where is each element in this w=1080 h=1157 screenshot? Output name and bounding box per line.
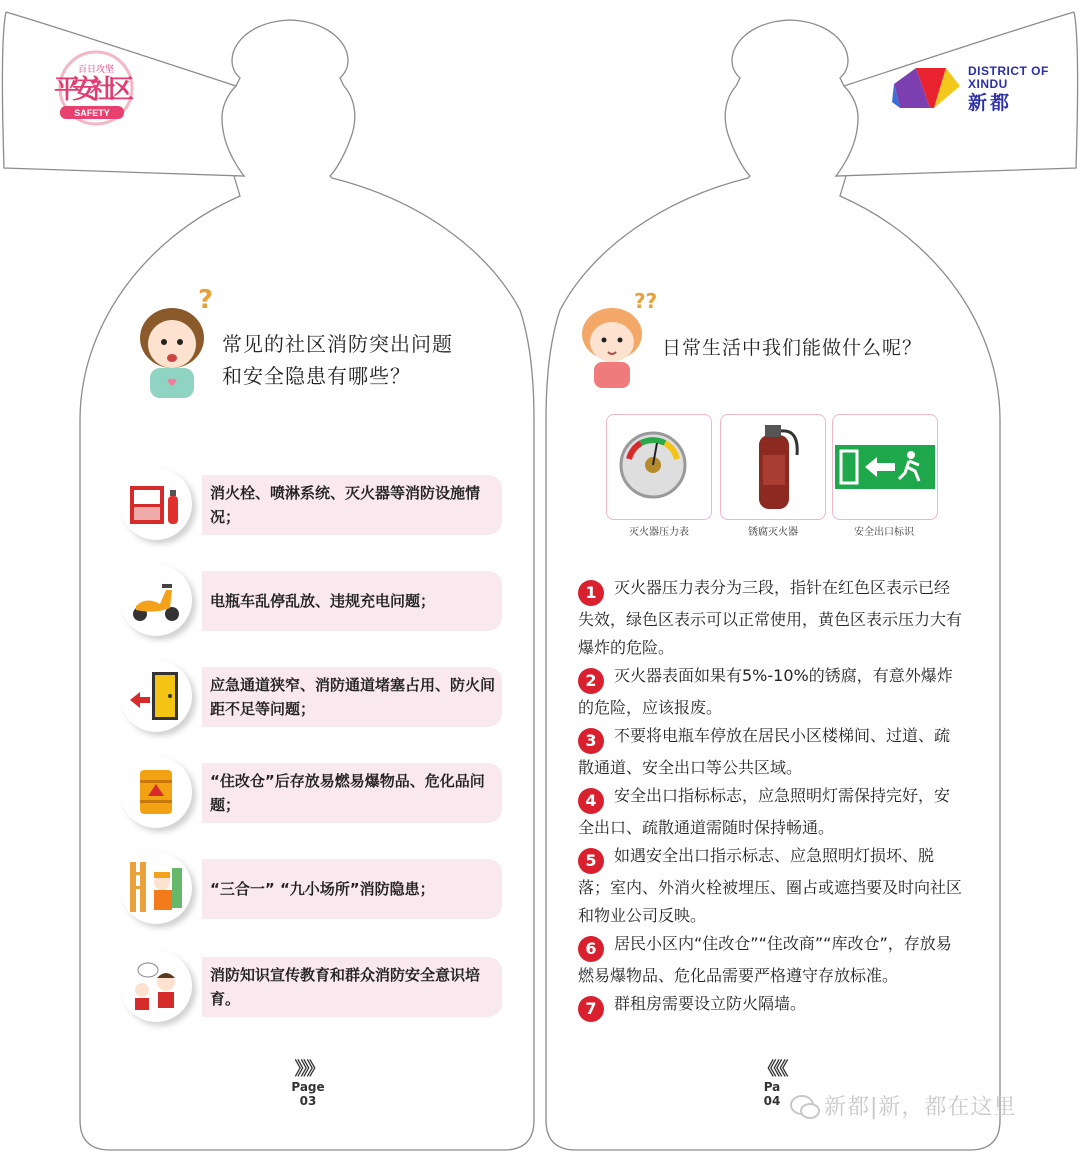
page-number: 03 — [299, 1094, 317, 1108]
logo-top-text: 百日攻坚 — [77, 65, 115, 75]
exit-sign-icon — [833, 415, 937, 519]
issue-text: 消防知识宣传教育和群众消防安全意识培育。 — [210, 966, 481, 1008]
photo-caption: 锈腐灭火器 — [748, 527, 798, 538]
left-heading — [222, 328, 512, 392]
issue-text: “三合一” “九小场所”消防隐患； — [210, 880, 435, 898]
next-arrow-icon: 》》》 — [294, 1059, 322, 1080]
issue-item — [120, 660, 505, 738]
tip-number-badge: 2 — [578, 668, 604, 694]
logo-line1: DISTRICT OF — [968, 64, 1049, 78]
photo-card — [832, 414, 938, 520]
page-label: Pa — [763, 1080, 781, 1094]
tip-text: 灭火器表面如果有5%-10%的锈腐，有意外爆炸的危险，应该报废。 — [578, 666, 953, 717]
tip-item — [578, 722, 962, 782]
page-label: Page — [291, 1080, 325, 1094]
pressure-gauge-icon — [607, 415, 711, 519]
tip-text: 群租房需要设立防火隔墙。 — [614, 994, 807, 1013]
issue-text: 消火栓、喷淋系统、灭火器等消防设施情况； — [210, 484, 481, 526]
photo-caption: 安全出口标识 — [854, 527, 914, 538]
issue-item — [120, 756, 505, 834]
tip-text: 居民小区内“住改仓”“住改商”“库改仓”，存放易燃易爆物品、危化品需要严格遵守存放标准。 — [578, 934, 952, 985]
page-indicator-left — [270, 1060, 346, 1108]
tips-list — [578, 574, 962, 1022]
issue-item — [120, 564, 505, 642]
logo-line2: XINDU — [968, 77, 1008, 91]
tip-item — [578, 782, 962, 842]
left-heading-line1: 常见的社区消防突出问题 — [222, 332, 453, 356]
tip-text: 如遇安全出口指示标志、应急照明灯损坏、脱落；室内、外消火栓被埋压、圈占或遮挡要及时向社区和物业公司反映。 — [578, 846, 963, 925]
tip-item — [578, 662, 962, 722]
logo-sub-text: SAFETY — [74, 108, 110, 118]
safety-community-logo — [50, 48, 142, 132]
logo-main-text: 平安社区 — [54, 75, 134, 105]
xindu-district-logo — [890, 62, 1060, 114]
issue-text: 电瓶车乱停乱放、违规充电问题； — [210, 592, 436, 610]
issue-item — [120, 852, 505, 930]
tip-item — [578, 990, 962, 1022]
tip-item — [578, 574, 962, 662]
tip-item — [578, 842, 962, 930]
issue-text: 应急通道狭窄、消防通道堵塞占用、防火间距不足等问题； — [210, 676, 496, 718]
tip-text: 不要将电瓶车停放在居民小区楼梯间、过道、疏散通道、安全出口等公共区域。 — [578, 726, 951, 777]
firefighter-icon — [120, 852, 192, 924]
tip-number-badge: 6 — [578, 936, 604, 962]
tip-text: 灭火器压力表分为三段，指针在红色区表示已经失效，绿色区表示可以正常使用，黄色区表示压力大有爆炸的危险。 — [578, 578, 963, 657]
page-number: 04 — [763, 1094, 781, 1108]
electric-scooter-icon — [120, 564, 192, 636]
svg-text:?: ? — [198, 285, 214, 315]
emergency-exit-door-icon — [120, 660, 192, 732]
photo-card — [606, 414, 712, 520]
photo-card — [720, 414, 826, 520]
tip-number-badge: 3 — [578, 728, 604, 754]
left-heading-line2: 和安全隐患有哪些？ — [222, 364, 411, 388]
tip-item — [578, 930, 962, 990]
tip-number-badge: 5 — [578, 848, 604, 874]
people-talking-icon — [120, 950, 192, 1022]
issue-item — [120, 950, 505, 1028]
photo-caption: 灭火器压力表 — [629, 527, 689, 538]
right-heading: 日常生活中我们能做什么呢？ — [662, 337, 923, 359]
tip-text: 安全出口指标标志，应急照明灯需保持完好，安全出口、疏散通道需随时保持畅通。 — [578, 786, 951, 837]
rusty-extinguisher-icon — [721, 415, 825, 519]
prev-arrow-icon: 《《《 — [758, 1059, 786, 1080]
tip-number-badge: 1 — [578, 580, 604, 606]
issue-item — [120, 468, 505, 546]
hazard-barrel-icon — [120, 756, 192, 828]
issue-text: “住改仓”后存放易燃易爆物品、危化品问题； — [210, 772, 485, 814]
thinking-boy-illustration — [574, 286, 660, 390]
svg-text:??: ?? — [634, 289, 658, 313]
fire-hydrant-cabinet-icon — [120, 468, 192, 540]
tip-number-badge: 4 — [578, 788, 604, 814]
logo-line3: 新都 — [968, 92, 1013, 114]
watermark-text: 新都|新，都在这里 — [824, 1095, 1017, 1120]
tip-number-badge: 7 — [578, 996, 604, 1022]
wechat-icon — [790, 1092, 820, 1122]
confused-girl-illustration — [132, 282, 218, 402]
